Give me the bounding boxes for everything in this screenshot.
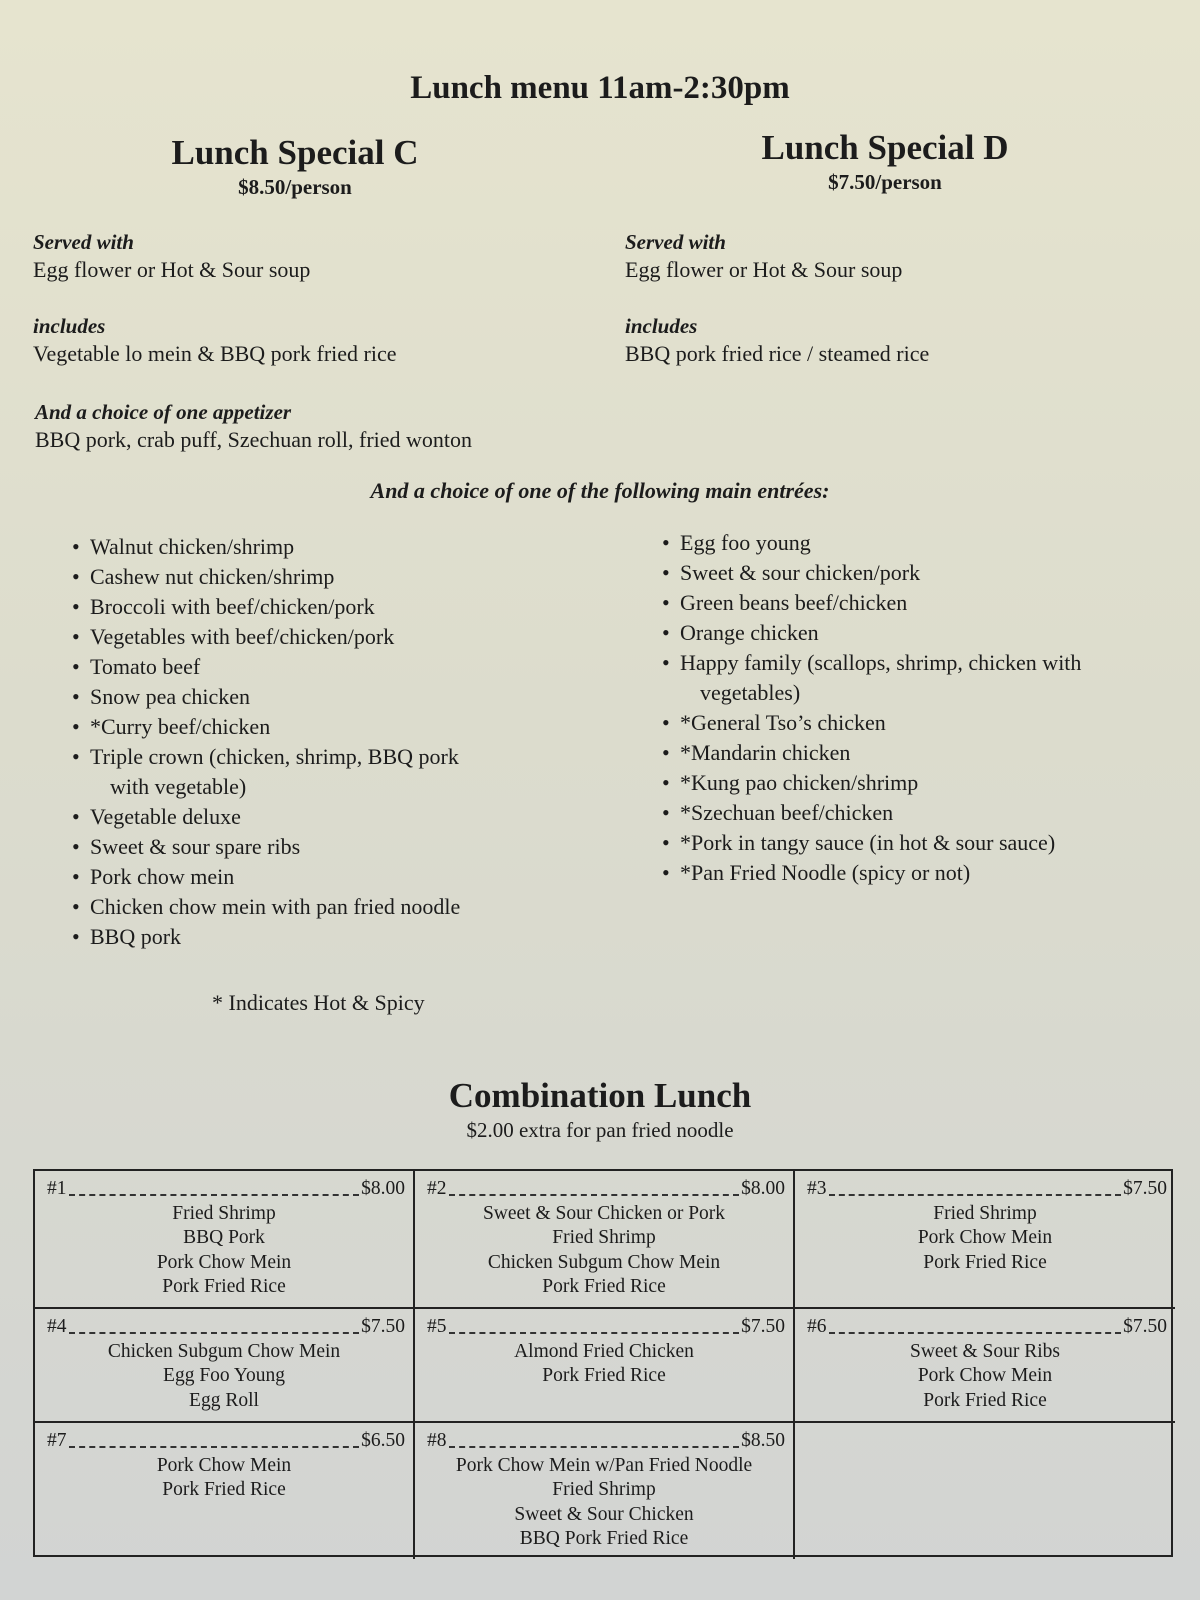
combo-number: #5 [427, 1316, 447, 1337]
special-c-includes [33, 312, 397, 368]
lunch-special-d [735, 128, 1035, 195]
lunch-special-c [140, 133, 450, 200]
page-title: Lunch menu 11am-2:30pm [410, 70, 790, 106]
combo-item: Pork Fried Rice [923, 1251, 1047, 1273]
combo-item: Pork Chow Mein [156, 1454, 292, 1476]
combo-item: Pork Chow Mein w/Pan Fried Noodle [455, 1454, 753, 1476]
combo-number: #4 [47, 1316, 67, 1337]
dot-leader [69, 1332, 360, 1334]
special-c-served-label: Served with [33, 230, 134, 254]
spicy-note: * Indicates Hot & Spicy [212, 990, 425, 1015]
list-item: • Snow pea chicken [72, 682, 542, 712]
list-item: • Pork chow mein [72, 862, 542, 892]
entree-list-right [662, 528, 1162, 888]
combo-price: $7.50 [1123, 1316, 1167, 1337]
dot-leader [69, 1446, 360, 1448]
list-item: • *Curry beef/chicken [72, 712, 542, 742]
combo-number: #7 [47, 1430, 67, 1451]
entree-heading: And a choice of one of the following main entrées: [370, 478, 830, 503]
special-c-name: Lunch Special C [171, 133, 419, 172]
combo-item: Chicken Subgum Chow Mein [487, 1251, 721, 1273]
list-item: • Chicken chow mein with pan fried noodle [72, 892, 542, 922]
special-d-served-label: Served with [625, 230, 726, 254]
special-c-price: $8.50/person [238, 175, 352, 199]
combo-title: Combination Lunch [448, 1076, 752, 1115]
special-d-includes-label: includes [625, 314, 698, 338]
list-item: • Vegetables with beef/chicken/pork [72, 622, 542, 652]
special-c-appetizer-label: And a choice of one appetizer [35, 400, 292, 424]
special-c-served-text: Egg flower or Hot & Sour soup [33, 257, 311, 282]
list-item: • *General Tso’s chicken [662, 708, 1162, 738]
list-item: • Sweet & sour chicken/pork [662, 558, 1162, 588]
combo-price: $6.50 [361, 1430, 405, 1451]
combo-table [33, 1169, 1173, 1557]
combo-number: #2 [427, 1178, 447, 1199]
combo-item: Sweet & Sour Ribs [909, 1340, 1061, 1362]
combo-price: $8.00 [361, 1178, 405, 1199]
combo-item: BBQ Pork Fried Rice [519, 1528, 689, 1549]
combo-3 [795, 1171, 1175, 1309]
combo-item: Pork Fried Rice [162, 1479, 286, 1500]
list-item: • *Szechuan beef/chicken [662, 798, 1162, 828]
combo-item: Pork Chow Mein [917, 1227, 1053, 1248]
list-item: • BBQ pork [72, 922, 542, 952]
dot-leader [449, 1332, 740, 1334]
combo-item: Fried Shrimp [552, 1227, 656, 1248]
special-d-includes [625, 312, 929, 368]
list-item: • Sweet & sour spare ribs [72, 832, 542, 862]
dot-leader [449, 1446, 740, 1448]
list-item: • *Pan Fried Noodle (spicy or not) [662, 858, 1162, 888]
list-item: • Cashew nut chicken/shrimp [72, 562, 542, 592]
list-item: • Happy family (scallops, shrimp, chicken with vegetables) [662, 648, 1162, 708]
list-item: • Tomato beef [72, 652, 542, 682]
combo-item: Chicken Subgum Chow Mein [107, 1340, 341, 1362]
combo-price: $7.50 [1123, 1178, 1167, 1199]
combo-1 [35, 1171, 415, 1309]
combo-price: $8.00 [741, 1178, 785, 1199]
combo-price: $7.50 [741, 1316, 785, 1337]
list-item: • *Kung pao chicken/shrimp [662, 768, 1162, 798]
special-d-served-text: Egg flower or Hot & Sour soup [625, 257, 903, 282]
dot-leader [69, 1194, 360, 1196]
combo-empty-cell [795, 1423, 1175, 1559]
list-item: • Triple crown (chicken, shrimp, BBQ pork with vegetable) [72, 742, 542, 802]
special-c-includes-text: Vegetable lo mein & BBQ pork fried rice [33, 341, 397, 366]
combo-item: BBQ Pork [183, 1227, 265, 1248]
combo-item: Pork Fried Rice [542, 1365, 666, 1386]
special-c-includes-label: includes [33, 314, 106, 338]
combo-item: Pork Chow Mein [917, 1365, 1053, 1386]
combo-item: Sweet & Sour Chicken or Pork [482, 1202, 726, 1224]
combo-5 [415, 1309, 795, 1423]
list-item: • Orange chicken [662, 618, 1162, 648]
combo-item: Fried Shrimp [933, 1202, 1037, 1224]
list-item: • *Pork in tangy sauce (in hot & sour sauce) [662, 828, 1162, 858]
combo-item: Pork Fried Rice [162, 1276, 286, 1297]
dot-leader [829, 1194, 1122, 1196]
dot-leader [829, 1332, 1122, 1334]
special-d-name: Lunch Special D [761, 128, 1009, 167]
list-item: • *Mandarin chicken [662, 738, 1162, 768]
combo-item: Egg Foo Young [163, 1365, 285, 1386]
combo-4 [35, 1309, 415, 1423]
combo-number: #3 [807, 1178, 827, 1199]
special-d-price: $7.50/person [828, 170, 942, 194]
list-item: • Walnut chicken/shrimp [72, 532, 542, 562]
combo-price: $8.50 [741, 1430, 785, 1451]
combo-item: Pork Fried Rice [542, 1276, 666, 1297]
combo-2 [415, 1171, 795, 1309]
combo-price: $7.50 [361, 1316, 405, 1337]
combo-7 [35, 1423, 415, 1559]
combo-8 [415, 1423, 795, 1559]
list-item: • Broccoli with beef/chicken/pork [72, 592, 542, 622]
combo-6 [795, 1309, 1175, 1423]
special-c-served [33, 228, 310, 284]
combo-item: Sweet & Sour Chicken [514, 1503, 694, 1525]
combo-item: Fried Shrimp [172, 1202, 276, 1224]
combo-item: Almond Fried Chicken [514, 1340, 694, 1362]
list-item: • Egg foo young [662, 528, 1162, 558]
special-c-appetizer [35, 398, 472, 454]
combo-item: Pork Chow Mein [156, 1251, 292, 1273]
combo-item: Fried Shrimp [552, 1479, 656, 1500]
combo-number: #8 [427, 1430, 447, 1451]
list-item: • Vegetable deluxe [72, 802, 542, 832]
dot-leader [449, 1194, 740, 1196]
special-d-includes-text: BBQ pork fried rice / steamed rice [625, 341, 930, 366]
combo-number: #1 [47, 1178, 67, 1199]
special-d-served [625, 228, 902, 284]
list-item: • Green beans beef/chicken [662, 588, 1162, 618]
special-c-appetizer-text: BBQ pork, crab puff, Szechuan roll, fried wonton [35, 427, 473, 452]
combo-item: Egg Roll [189, 1389, 259, 1411]
combo-subtitle: $2.00 extra for pan fried noodle [466, 1118, 734, 1142]
combo-number: #6 [807, 1316, 827, 1337]
combo-item: Pork Fried Rice [923, 1389, 1047, 1411]
entree-list-left [72, 532, 542, 952]
